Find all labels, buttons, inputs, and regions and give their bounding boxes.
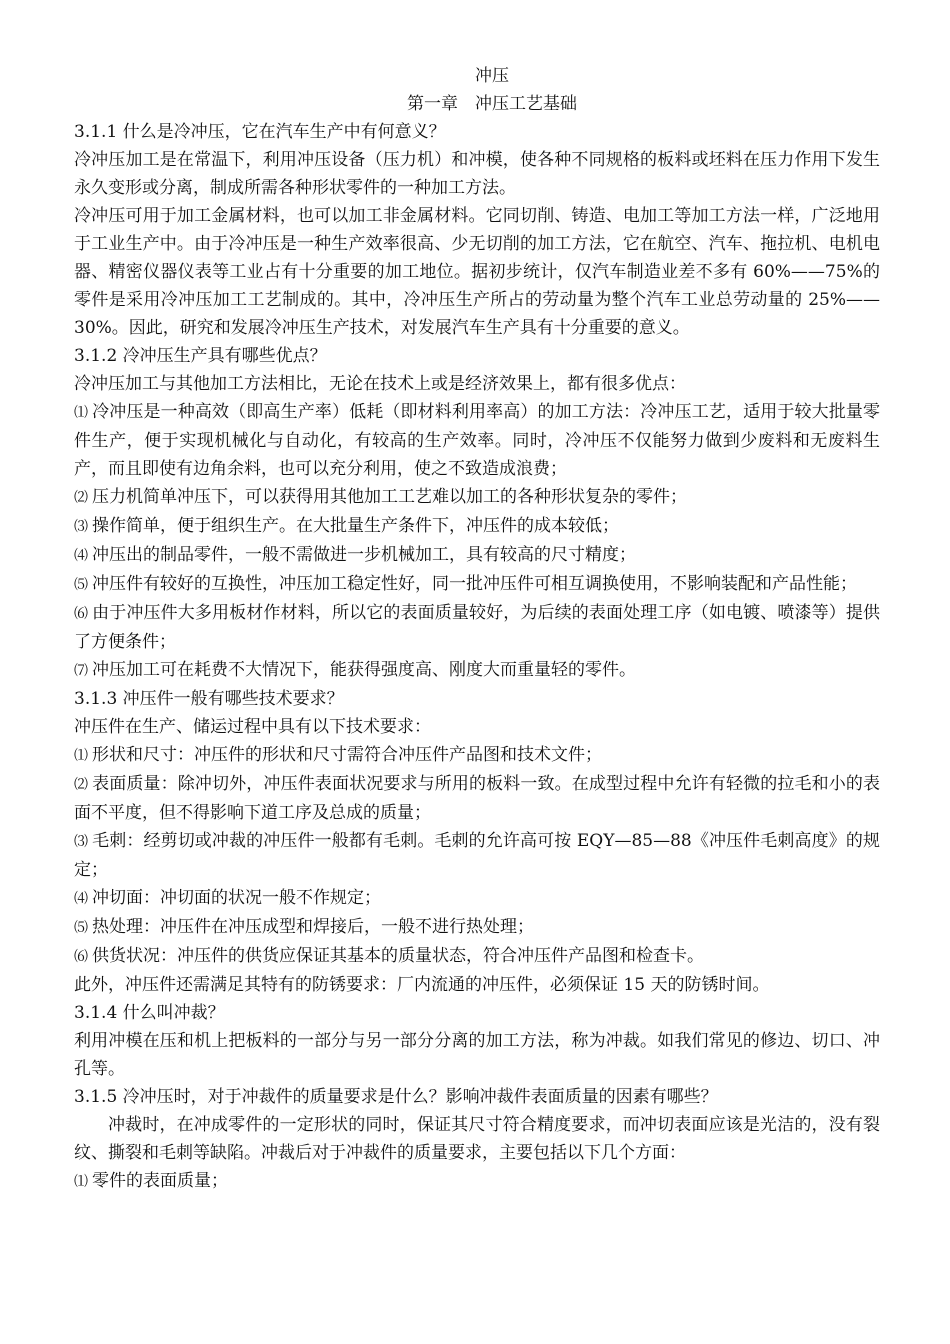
list-number: ⑺ [74, 663, 88, 679]
list-number: ⑸ [74, 577, 88, 593]
list-item [74, 541, 880, 570]
paragraph: 冲压件在生产、储运过程中具有以下技术要求： [74, 717, 431, 737]
document-title: 冲压 [475, 66, 509, 86]
list-item [74, 770, 880, 827]
list-text: 毛刺：经剪切或冲裁的冲压件一般都有毛刺。毛刺的允许高可按 EQY—85—88《冲压件毛刺高度》的规定； [74, 831, 880, 880]
list-item [74, 741, 880, 770]
list-number: ⑴ [74, 1174, 88, 1190]
list-item [74, 656, 880, 685]
list-text: 操作简单，便于组织生产。在大批量生产条件下，冲压件的成本较低； [92, 516, 619, 536]
paragraph: 冲裁时，在冲成零件的一定形状的同时，保证其尺寸符合精度要求，而冲切表面应该是光洁的，没有裂纹、撕裂和毛刺等缺陷。冲裁后对于冲裁件的质量要求，主要包括以下几个方面： [74, 1115, 880, 1163]
paragraph: 冷冲压加工是在常温下，利用冲压设备（压力机）和冲模，使各种不同规格的板料或坯料在压力作用下发生永久变形或分离，制成所需各种形状零件的一种加工方法。 [74, 150, 880, 198]
list-item [74, 884, 880, 913]
list-item [74, 570, 880, 599]
list-number: ⑴ [74, 405, 88, 421]
list-number: ⑹ [74, 949, 88, 965]
list-text: 表面质量：除冲切外，冲压件表面状况要求与所用的板料一致。在成型过程中允许有轻微的拉毛和小的表面不平度，但不得影响下道工序及总成的质量； [74, 774, 880, 823]
list-item [74, 512, 880, 541]
paragraph: 利用冲模在压和机上把板料的一部分与另一部分分离的加工方法，称为冲裁。如我们常见的修边、切口、冲孔等。 [74, 1031, 880, 1079]
list-text: 冲压加工可在耗费不大情况下，能获得强度高、刚度大而重量轻的零件。 [92, 660, 636, 680]
list-text: 由于冲压件大多用板材作材料，所以它的表面质量较好，为后续的表面处理工序（如电镀、喷漆等）提供了方便条件； [74, 603, 880, 652]
list-text: 热处理：冲压件在冲压成型和焊接后，一般不进行热处理； [92, 917, 534, 937]
list-number: ⑵ [74, 490, 88, 506]
section-heading-3-1-1: 3.1.1 什么是冷冲压，它在汽车生产中有何意义？ [74, 122, 446, 142]
paragraph: 冷冲压加工与其他加工方法相比，无论在技术上或是经济效果上，都有很多优点： [74, 374, 686, 394]
list-text: 冷冲压是一种高效（即高生产率）低耗（即材料利用率高）的加工方法：冷冲压工艺，适用于较大批量零件生产，便于实现机械化与自动化，有较高的生产效率。同时，冷冲压不仅能努力做到少废料和无废料生产，而且即使有边角余料，也可以充分利用，使之不致造成浪费； [74, 402, 880, 479]
advantages-list [74, 398, 880, 685]
list-number: ⑸ [74, 920, 88, 936]
list-item [74, 1167, 880, 1196]
paragraph: 冷冲压可用于加工金属材料，也可以加工非金属材料。它同切削、铸造、电加工等加工方法一样，广泛地用于工业生产中。由于冷冲压是一种生产效率很高、少无切削的加工方法，它在航空、汽车、拖拉机、电机电器、精密仪器仪表等工业占有十分重要的加工地位。据初步统计，仅汽车制造业差不多有 60%——75%的零件是采用冷冲压加工工艺制成的。其中，冷冲压生产所占的劳动量为整个汽车工业总劳动量的 25%——30%。因此，研究和发展冷冲压生产技术，对发展汽车生产具有十分重要的意义。 [74, 206, 880, 338]
paragraph: 此外，冲压件还需满足其特有的防锈要求：厂内流通的冲压件，必须保证 15 天的防锈时间。 [74, 975, 770, 995]
section-heading-3-1-2: 3.1.2 冷冲压生产具有哪些优点？ [74, 346, 327, 366]
chapter-title: 第一章 冲压工艺基础 [407, 94, 577, 114]
list-number: ⑶ [74, 519, 88, 535]
section-heading-3-1-5: 3.1.5 冷冲压时，对于冲裁件的质量要求是什么？影响冲裁件表面质量的因素有哪些？ [74, 1087, 718, 1107]
list-item [74, 599, 880, 656]
list-item [74, 942, 880, 971]
list-item [74, 827, 880, 884]
list-text: 零件的表面质量； [92, 1171, 228, 1191]
list-text: 冲压件有较好的互换性，冲压加工稳定性好，同一批冲压件可相互调换使用，不影响装配和产品性能； [92, 574, 857, 594]
list-text: 供货状况：冲压件的供货应保证其基本的质量状态，符合冲压件产品图和检查卡。 [92, 946, 704, 966]
list-item [74, 483, 880, 512]
list-item [74, 913, 880, 942]
list-number: ⑶ [74, 834, 88, 850]
document-page [74, 62, 880, 1196]
section-heading-3-1-4: 3.1.4 什么叫冲裁？ [74, 1003, 225, 1023]
list-text: 压力机简单冲压下，可以获得用其他加工工艺难以加工的各种形状复杂的零件； [92, 487, 687, 507]
list-text: 形状和尺寸：冲压件的形状和尺寸需符合冲压件产品图和技术文件； [92, 745, 602, 765]
list-number: ⑷ [74, 548, 88, 564]
list-number: ⑹ [74, 606, 88, 622]
requirements-list [74, 741, 880, 971]
list-number: ⑴ [74, 748, 88, 764]
list-text: 冲压出的制品零件，一般不需做进一步机械加工，具有较高的尺寸精度； [92, 545, 636, 565]
section-heading-3-1-3: 3.1.3 冲压件一般有哪些技术要求？ [74, 689, 344, 709]
list-number: ⑵ [74, 777, 88, 793]
list-text: 冲切面：冲切面的状况一般不作规定； [92, 888, 381, 908]
list-number: ⑷ [74, 891, 88, 907]
list-item [74, 398, 880, 483]
